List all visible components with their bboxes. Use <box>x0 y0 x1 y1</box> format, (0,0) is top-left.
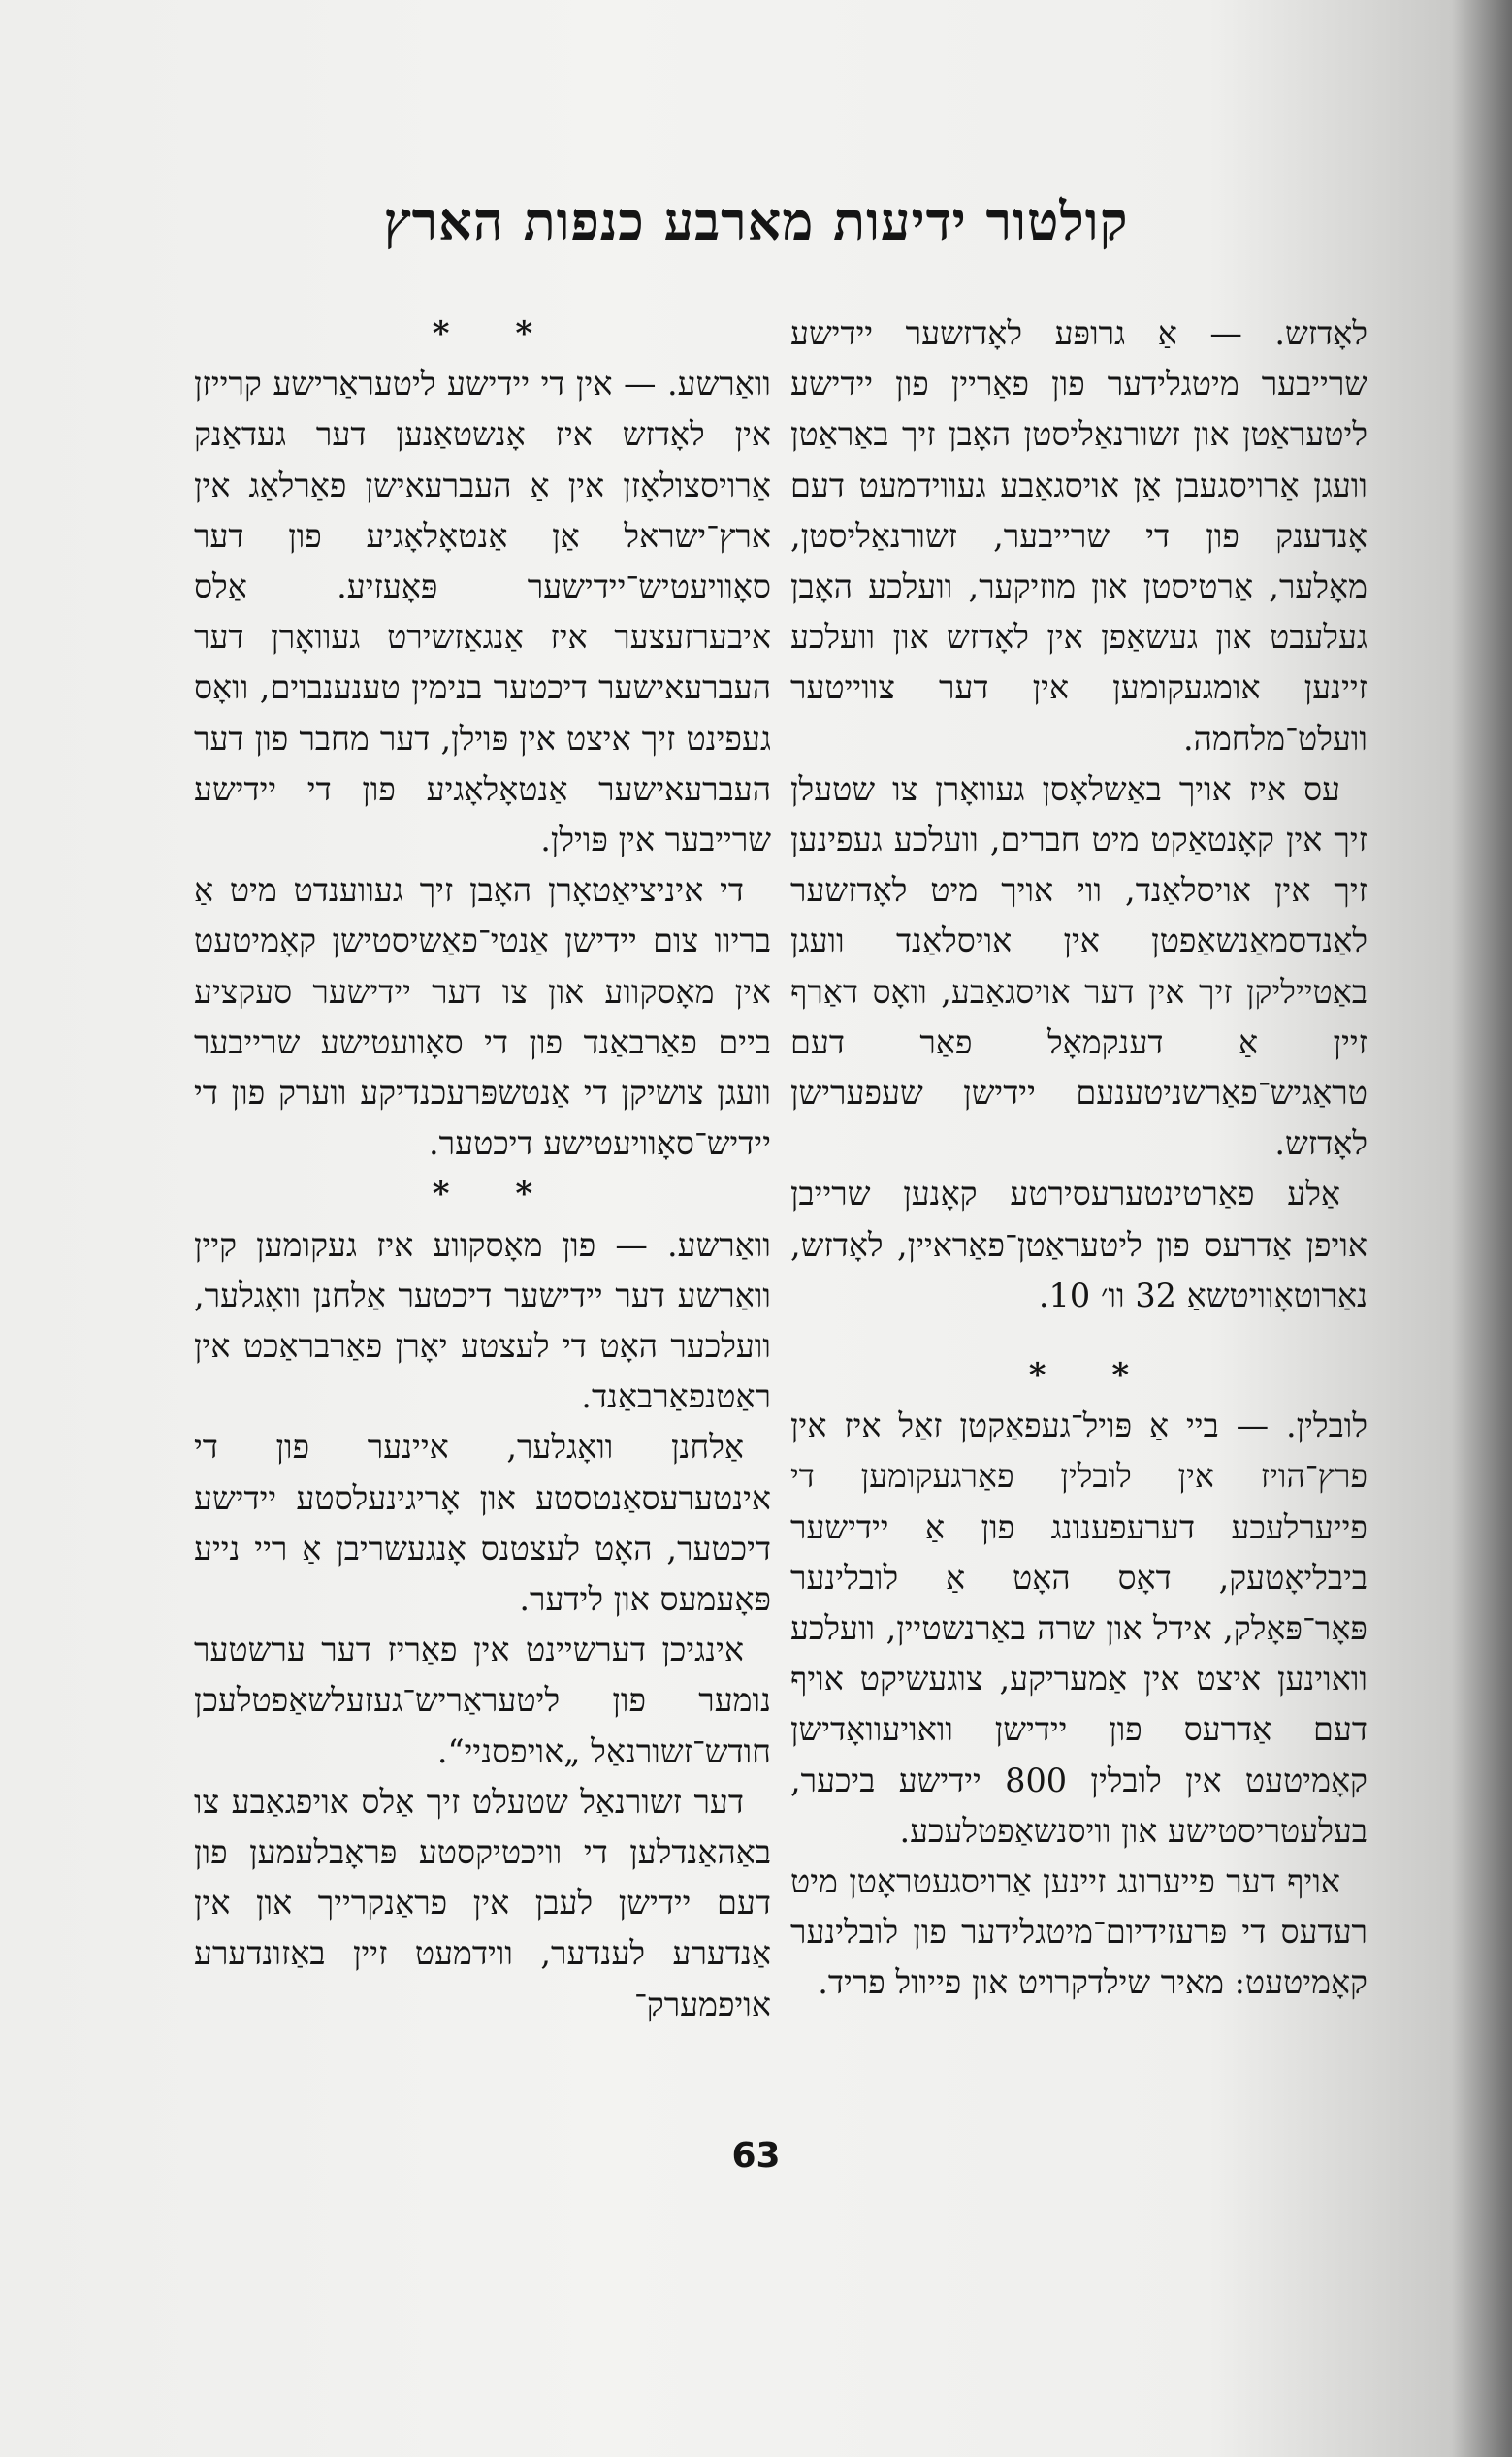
paragraph-initiators: די איניציאַטאָרן האָבן זיך געווענדט מיט אַ בריוו צום יידישן אַנטי־פאַשיסטישן קאָמיטעט אין מאָסקווע און צו דער יידישער סעקציע ביים פאַרבאַנד פון די סאָוועטישע שרייבער וועגן צושיקן די אַנטשפּרעכנדיקע ווערק פון די יידיש־סאָוויעטישע דיכטער. <box>194 871 771 1163</box>
paragraph-warsaw-anthology: וואַרשע. — אין די יידישע ליטעראַרישע קרייזן אין לאָדזש איז אָנשטאַנען דער געדאַנק אַרויסצולאָזן אין אַ העברעאישן פאַרלאַג אין ארץ־ישראל אַן אַנטאָלאָגיע פון דער סאָוויעטיש־יידישער פּאָעזיע. אַלס איבערזעצער איז אַנגאַזשירט געוואָרן דער העברעאישער דיכטער בנימין טענענבוים, וואָס געפינט זיך איצט אין פּוילן, דער מחבר פון דער העברעאישער אַנטאָלאָגיע פון די יידישע שרייבער אין פּוילן. <box>194 365 771 859</box>
paragraph-vogler-poems: אַלחנן וואָגלער, איינער פון די אינטערעסאַנטסטע און אָריגינעלסטע יידישע דיכטער, האָט לעצטנס אָנגעשריבן אַ ריי נייע פּאָעמעס און לידער. <box>194 1428 771 1619</box>
paragraph-lublin: לובלין. — ביי אַ פּויל־געפאַקטן זאַל איז אין פרץ־הויז אין לובלין פאַרגעקומען די פייערלעכע דערעפענונג פון אַ יידישער ביבליאָטעק, דאָס האָט אַ לובלינער פּאָר־פּאָלק, אידל און שרה באַרנשטיין, וועלכע וואוינען איצט אין אַמעריקע, צוגעשיקט אויף דעם אַדרעס פון יידישן וואויעוואָדישן קאָמיטעט אין לובלין 800 יידישע ביכער, בעלעטריסטישע און וויסנשאַפטלעכע. <box>790 1406 1367 1850</box>
paragraph-lodz: לאָדזש. — אַ גרופּע לאָדזשער יידישע שרייבער מיטגלידער פון פאַריין פון יידישע ליטעראַטן און זשורנאַליסטן האָבן זיך באַראַטן וועגן אַרויסגעבן אַן אויסגאַבע געווידמעט דעם אָנדענק פון די שרייבער, זשורנאַליסטן, מאָלער, אַרטיסטן און מוזיקער, וועלכע האָבן געלעבט און געשאַפן אין לאָדזש און וועלכע זיינען אומגעקומען אין דער צווייטער וועלט־מלחמה. <box>790 314 1367 758</box>
right-column <box>790 308 1367 2009</box>
section-separator: * * <box>432 1175 533 1214</box>
page-title: קולטור ידיעות מארבע כנפות הארץ <box>383 190 1129 252</box>
paragraph-lodz-contact: עס איז אויך באַשלאָסן געוואָרן צו שטעלן זיך אין קאָנטאַקט מיט חברים, וועלכע געפינען זיך אין אויסלאַנד, ווי אויך מיט לאָדזשער לאַנדסמאַנשאַפטן אין אויסלאַנד וועגן באַטייליקן זיך אין דער אויסגאַבע, וואָס דאַרף זיין אַ דענקמאָל פאַר דעם טראַגיש־פאַרשניטענעם יידישן שעפערישן לאָדזש. <box>790 769 1367 1163</box>
paragraph-paris-journal: אינגיכן דערשיינט אין פאַריז דער ערשטער נומער פון ליטעראַריש־געזעלשאַפטלעכן חודש־זשורנאַל „אויפסניי“. <box>194 1631 771 1770</box>
paragraph-journal-task: דער זשורנאַל שטעלט זיך אַלס אויפגאַבע צו באַהאַנדלען די וויכטיקסטע פּראָבלעמען פון דעם יידישן לעבן אין פראַנקרייך און אין אַנדערע לענדער, ווידמעט זיין באַזונדערע אויפמערק־ <box>194 1782 771 2023</box>
paragraph-lublin-speakers: אויף דער פייערונג זיינען אַרויסגעטראָטן מיט רעדעס די פּרעזידיום־מיטגלידער פון לובלינער קאָמיטעט: מאיר שילדקרויט און פייוול פריד. <box>790 1862 1367 2002</box>
paragraph-lodz-address: אַלע פאַרטינטערעסירטע קאָנען שרייבן אויפן אַדרעס פון ליטעראַטן־פאַראיין, לאָדזש, נאַרוטאָוויטשאַ 32 וו׳ 10. <box>790 1175 1367 1314</box>
paragraph-warsaw-vogler: וואַרשע. — פון מאָסקווע איז געקומען קיין וואַרשע דער יידישער דיכטער אַלחנן וואָגלער, וועלכער האָט די לעצטע יאָרן פאַרבראַכט אין ראַטנפאַרבאַנד. <box>194 1225 771 1416</box>
section-separator: * * <box>432 314 533 353</box>
left-column <box>194 308 771 2030</box>
section-separator: * * <box>1028 1356 1130 1396</box>
page-number: 63 <box>731 2136 781 2176</box>
